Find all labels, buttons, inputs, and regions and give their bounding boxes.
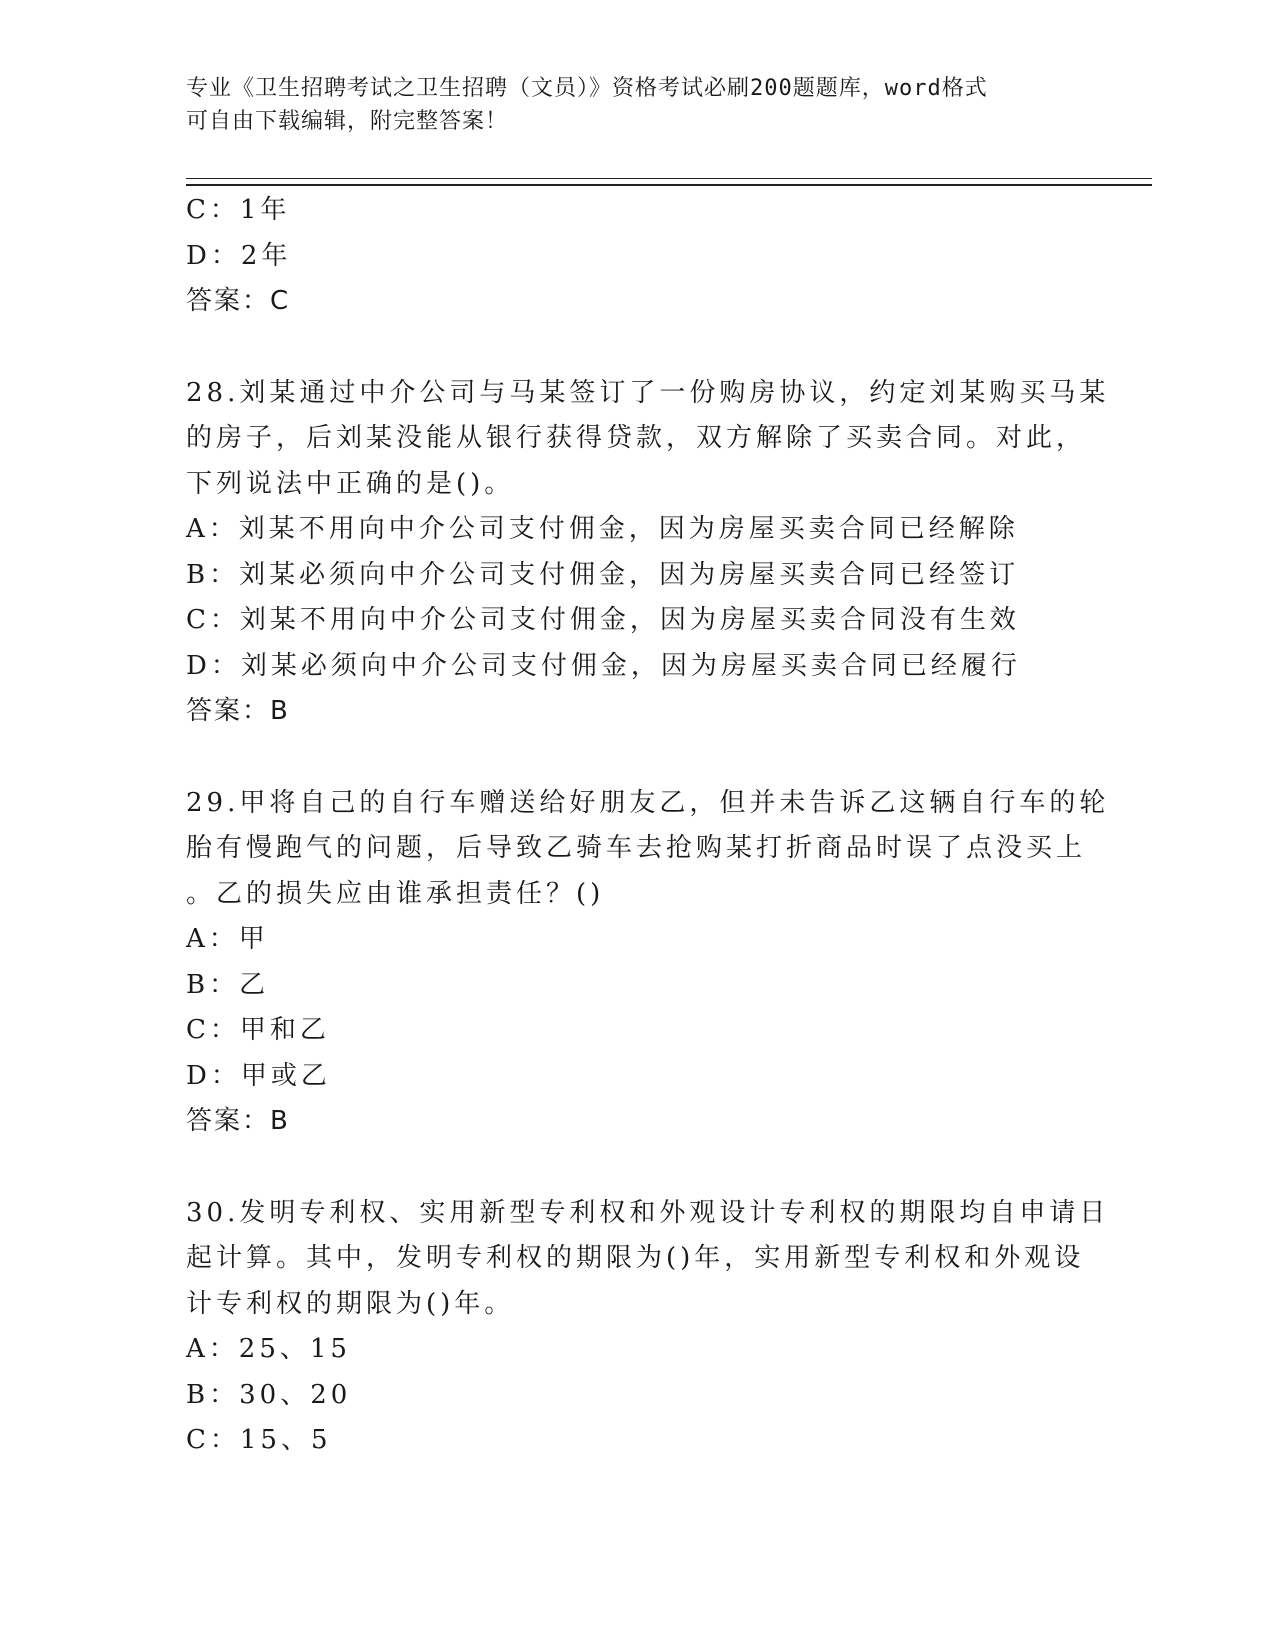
answer-line: 答案：B — [186, 1106, 290, 1136]
option-a: A：刘某不用向中介公司支付佣金，因为房屋买卖合同已经解除 — [186, 514, 1019, 544]
question-28 — [186, 371, 1110, 735]
question-text-line: 计专利权的期限为()年。 — [186, 1288, 515, 1319]
question-text-line: 起计算。其中，发明专利权的期限为()年，实用新型专利权和外观设 — [186, 1243, 1085, 1273]
answer-line: 答案：B — [186, 696, 290, 726]
question-list — [186, 188, 1110, 1464]
page-header — [186, 72, 1066, 138]
spacer — [186, 1145, 1066, 1191]
option-a: A：甲 — [186, 924, 269, 954]
option-c: C：1年 — [186, 195, 291, 225]
question-text-line: 的房子，后刘某没能从银行获得贷款，双方解除了买卖合同。对此， — [186, 423, 1087, 453]
option-b: B：30、20 — [186, 1379, 352, 1410]
question-text-line: 下列说法中正确的是()。 — [186, 468, 515, 499]
option-c: C：甲和乙 — [186, 1015, 330, 1045]
option-d: D：刘某必须向中介公司支付佣金，因为房屋买卖合同已经履行 — [186, 650, 1021, 681]
question-30 — [186, 1191, 1110, 1464]
header-line-1: 专业《卫生招聘考试之卫生招聘（文员）》资格考试必刷200题题库，word格式 — [186, 76, 988, 101]
option-a: A：25、15 — [186, 1334, 351, 1364]
answer-line: 答案：C — [186, 286, 291, 316]
spacer — [186, 735, 1066, 781]
question-text-line: 28.刘某通过中介公司与马某签订了一份购房协议，约定刘某购买马某 — [186, 377, 1110, 408]
option-c: C：刘某不用向中介公司支付佣金，因为房屋买卖合同没有生效 — [186, 605, 1020, 635]
question-29 — [186, 781, 1110, 1145]
option-b: B：乙 — [186, 969, 270, 1000]
option-d: D：2年 — [186, 240, 292, 271]
prev-question-block — [186, 188, 1066, 325]
option-c: C：15、5 — [186, 1425, 332, 1455]
header-line-2: 可自由下载编辑，附完整答案！ — [186, 109, 509, 134]
option-b: B：刘某必须向中介公司支付佣金，因为房屋买卖合同已经签订 — [186, 559, 1020, 590]
question-text-line: 29.甲将自己的自行车赠送给好朋友乙，但并未告诉乙这辆自行车的轮 — [186, 787, 1110, 818]
header-divider — [186, 178, 1152, 186]
option-d: D：甲或乙 — [186, 1060, 331, 1091]
question-text-line: 胎有慢跑气的问题，后导致乙骑车去抢购某打折商品时误了点没买上 — [186, 833, 1087, 863]
question-text-line: 30.发明专利权、实用新型专利权和外观设计专利权的期限均自申请日 — [186, 1197, 1110, 1228]
question-text-line: 。乙的损失应由谁承担责任？() — [186, 878, 605, 909]
spacer — [186, 325, 1066, 371]
